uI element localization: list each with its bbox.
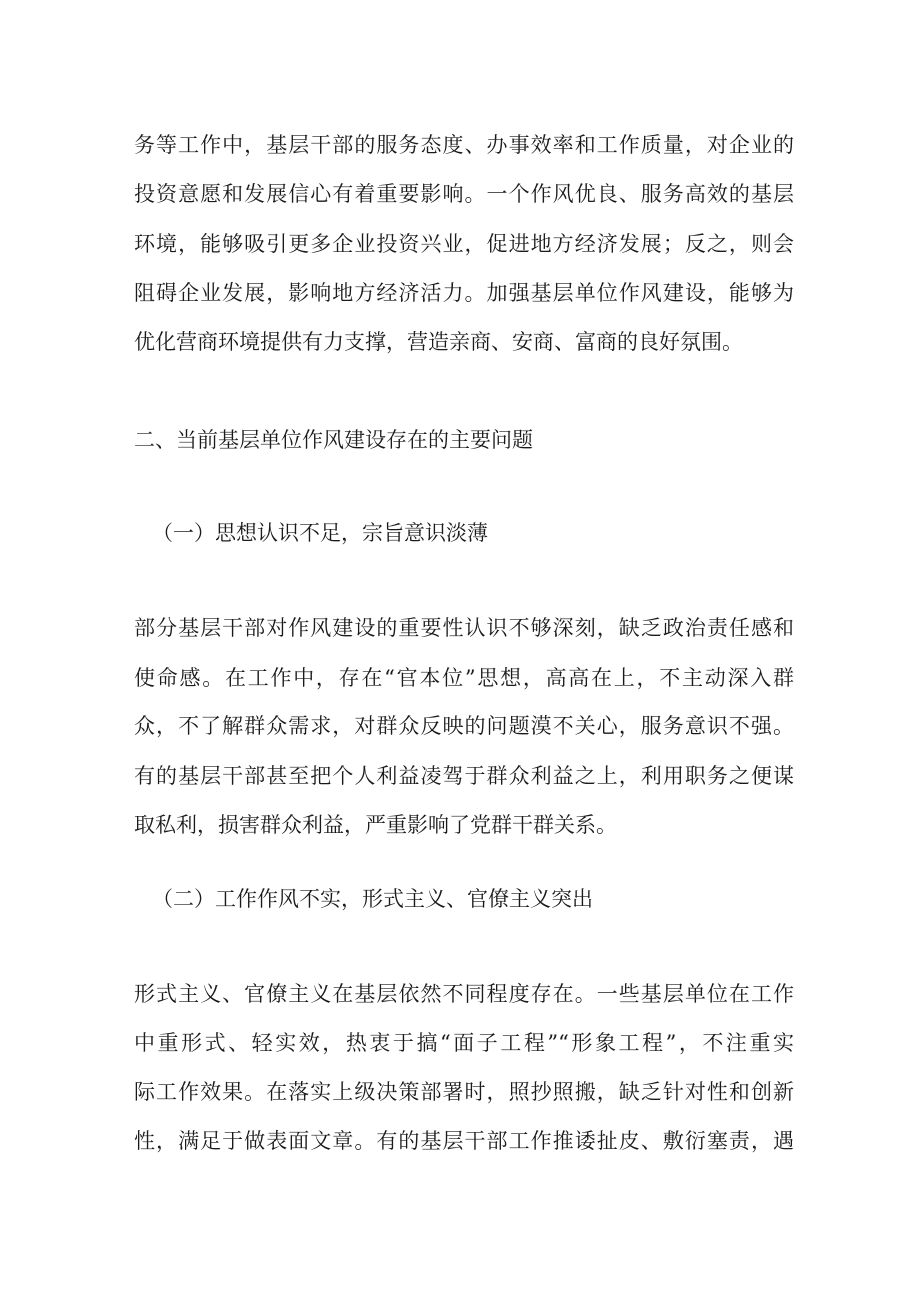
paragraph-line: 阻碍企业发展，影响地方经济活力。加强基层单位作风建设，能够为 <box>134 281 794 305</box>
paragraph-line: 形式主义、官僚主义在基层依然不同程度存在。一些基层单位在工作 <box>134 982 794 1006</box>
paragraph-line: 投资意愿和发展信心有着重要影响。一个作风优良、服务高效的基层 <box>134 182 794 206</box>
paragraph-line: 性，满足于做表面文章。有的基层干部工作推诿扯皮、敷衍塞责，遇 <box>134 1129 794 1153</box>
paragraph-line: 使命感。在工作中，存在“官本位”思想，高高在上，不主动深入群 <box>134 666 794 690</box>
paragraph-line: 优化营商环境提供有力支撑，营造亲商、安商、富商的良好氛围。 <box>134 330 743 354</box>
paragraph-line: 取私利，损害群众利益，严重影响了党群干群关系。 <box>134 813 617 837</box>
paragraph-line: 环境，能够吸引更多企业投资兴业，促进地方经济发展；反之，则会 <box>134 232 794 256</box>
paragraph-line: 部分基层干部对作风建设的重要性认识不够深刻，缺乏政治责任感和 <box>134 616 794 640</box>
paragraph-line: 众，不了解群众需求，对群众反映的问题漠不关心，服务意识不强。 <box>134 714 794 738</box>
subheading-2: （二）工作作风不实，形式主义、官僚主义突出 <box>152 887 593 911</box>
paragraph-line: 务等工作中，基层干部的服务态度、办事效率和工作质量，对企业的 <box>134 133 794 157</box>
section-heading: 二、当前基层单位作风建设存在的主要问题 <box>134 428 533 452</box>
paragraph-line: 有的基层干部甚至把个人利益凌驾于群众利益之上，利用职务之便谋 <box>134 764 794 788</box>
subheading-1: （一）思想认识不足，宗旨意识淡薄 <box>152 521 488 545</box>
paragraph-line: 中重形式、轻实效，热衷于搞“面子工程”“形象工程”，不注重实 <box>134 1031 794 1055</box>
paragraph-line: 际工作效果。在落实上级决策部署时，照抄照搬，缺乏针对性和创新 <box>134 1080 794 1104</box>
